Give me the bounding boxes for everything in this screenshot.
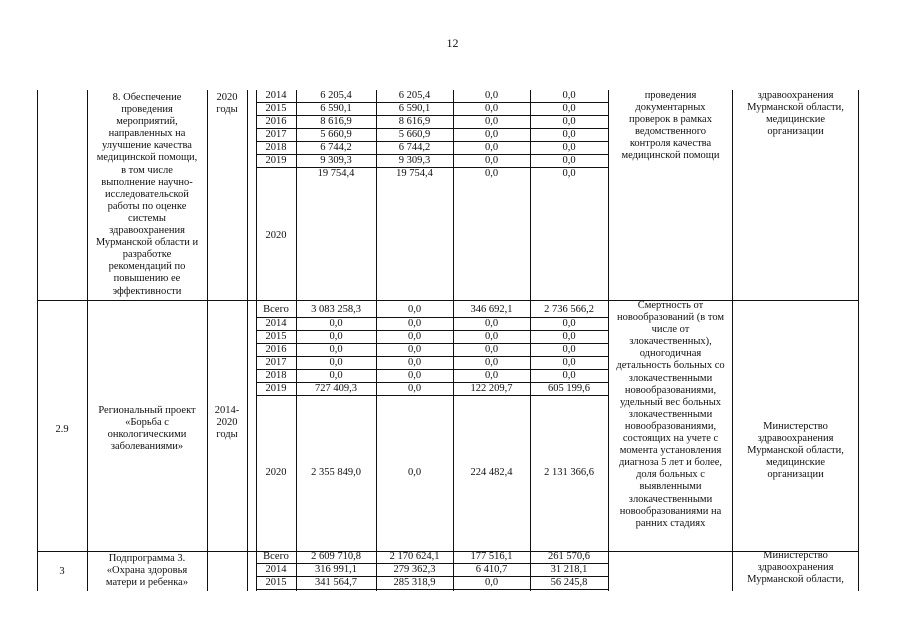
value-cell: 6 410,7 <box>475 564 508 575</box>
total-cell: 6 205,4 <box>320 90 352 101</box>
value-cell: 0,0 <box>407 383 422 394</box>
value-cell: 0,0 <box>484 357 499 368</box>
total-cell: 727 409,3 <box>315 383 357 394</box>
total-cell: 0,0 <box>329 318 343 329</box>
total-cell: 2 609 710,8 <box>311 551 361 562</box>
row29-executor: Министерство здравоохранения Мурманской области, медицинские организации <box>747 421 844 481</box>
year-cell: 2014 <box>265 318 287 329</box>
total-label: Всего <box>263 304 289 315</box>
value-cell: 0,0 <box>407 331 422 342</box>
row8-name: 8. Обеспечение проведения мероприятий, направленных на улучшение качества медицинской помощи, в том числе выполнение научно- исследовательской работы по оценке системы здравоохранения Мурманской области и разработке рекомендаций по повышению ее эффективности <box>95 92 199 297</box>
value-cell: 5 660,9 <box>398 129 431 140</box>
total-cell: 8 616,9 <box>320 116 352 127</box>
value-cell: 0,0 <box>562 344 576 355</box>
row8-indicator: проведения документарных проверок в рамках ведомственного контроля качества медицинской помощи <box>621 90 720 162</box>
value-cell: 56 245,8 <box>550 577 588 588</box>
total-cell: 0,0 <box>329 344 343 355</box>
year-cell: 2017 <box>265 129 287 140</box>
value-cell: 0,0 <box>562 90 576 101</box>
value-cell: 0,0 <box>407 370 422 381</box>
value-cell: 346 692,1 <box>470 304 513 315</box>
year-cell: 2015 <box>265 577 287 588</box>
value-cell: 224 482,4 <box>470 467 513 478</box>
value-cell: 0,0 <box>562 116 576 127</box>
year-cell: 2015 <box>265 331 287 342</box>
value-cell: 0,0 <box>407 344 422 355</box>
year-cell: 2015 <box>265 103 287 114</box>
value-cell: 0,0 <box>562 142 576 153</box>
page-number: 12 <box>446 36 459 50</box>
value-cell: 261 570,6 <box>548 551 590 562</box>
total-cell: 0,0 <box>329 331 343 342</box>
value-cell: 19 754,4 <box>396 168 433 179</box>
total-cell: 341 564,7 <box>315 577 357 588</box>
value-cell: 285 318,9 <box>393 577 436 588</box>
value-cell: 605 199,6 <box>548 383 590 394</box>
total-cell: 2 355 849,0 <box>311 467 361 478</box>
year-cell: 2020 <box>265 467 287 478</box>
total-cell: 0,0 <box>329 357 343 368</box>
value-cell: 6 590,1 <box>398 103 431 114</box>
value-cell: 0,0 <box>484 577 499 588</box>
row29-period: 2014- 2020 годы <box>214 405 240 441</box>
value-cell: 0,0 <box>484 318 499 329</box>
value-cell: 8 616,9 <box>398 116 431 127</box>
total-label: Всего <box>263 551 289 562</box>
value-cell: 0,0 <box>407 304 422 315</box>
value-cell: 279 362,3 <box>393 564 436 575</box>
row3-number: 3 <box>59 566 65 577</box>
year-cell: 2019 <box>265 155 287 166</box>
total-cell: 3 083 258,3 <box>311 304 361 315</box>
row29-indicator: Смертность от новообразований (в том числе от злокачественных), одногодичная детальность больных со злокачественными новообразованиями, удельный вес больных злокачественными новообразованиями, состоящих на учете с момента установления диагноза 5 лет и более, доля больных с выявленными злокачественными новообразованиями на ранних стадиях <box>616 300 725 529</box>
value-cell: 0,0 <box>562 103 576 114</box>
value-cell: 0,0 <box>484 344 499 355</box>
row29-number: 2.9 <box>55 424 69 435</box>
total-cell: 316 991,1 <box>315 564 357 575</box>
value-cell: 0,0 <box>562 318 576 329</box>
value-cell: 0,0 <box>484 90 499 101</box>
value-cell: 0,0 <box>484 116 499 127</box>
value-cell: 0,0 <box>562 168 576 179</box>
value-cell: 0,0 <box>562 155 576 166</box>
row3-name: Подпрограмма 3. «Охрана здоровья матери и ребенка» <box>105 553 189 589</box>
value-cell: 0,0 <box>484 155 499 166</box>
value-cell: 0,0 <box>484 103 499 114</box>
value-cell: 0,0 <box>407 318 422 329</box>
value-cell: 0,0 <box>407 357 422 368</box>
total-cell: 5 660,9 <box>320 129 352 140</box>
total-cell: 9 309,3 <box>320 155 352 166</box>
total-cell: 6 590,1 <box>320 103 352 114</box>
value-cell: 2 170 624,1 <box>389 551 440 562</box>
value-cell: 31 218,1 <box>550 564 588 575</box>
year-cell: 2018 <box>265 370 287 381</box>
year-cell: 2014 <box>265 564 287 575</box>
total-cell: 0,0 <box>329 370 343 381</box>
value-cell: 2 736 566,2 <box>544 304 594 315</box>
total-cell: 19 754,4 <box>317 168 355 179</box>
row8-executor: здравоохранения Мурманской области, медицинские организации <box>747 90 844 138</box>
value-cell: 0,0 <box>484 370 499 381</box>
value-cell: 0,0 <box>562 331 576 342</box>
year-cell: 2019 <box>265 383 287 394</box>
value-cell: 0,0 <box>562 357 576 368</box>
row29-name: Региональный проект «Борьба с онкологическими заболеваниями» <box>98 405 196 453</box>
value-cell: 6 205,4 <box>398 90 431 101</box>
value-cell: 0,0 <box>562 129 576 140</box>
year-cell: 2016 <box>265 116 287 127</box>
value-cell: 0,0 <box>484 142 499 153</box>
value-cell: 0,0 <box>484 129 499 140</box>
value-cell: 2 131 366,6 <box>544 467 594 478</box>
year-cell: 2014 <box>265 90 287 101</box>
value-cell: 0,0 <box>484 168 499 179</box>
value-cell: 0,0 <box>407 467 422 478</box>
value-cell: 9 309,3 <box>398 155 431 166</box>
value-cell: 0,0 <box>562 370 576 381</box>
value-cell: 177 516,1 <box>470 551 513 562</box>
row8-period: 2020 годы <box>216 92 238 116</box>
value-cell: 6 744,2 <box>398 142 431 153</box>
year-cell: 2016 <box>265 344 287 355</box>
value-cell: 122 209,7 <box>470 383 513 394</box>
year-cell: 2020 <box>265 230 287 241</box>
total-cell: 6 744,2 <box>320 142 352 153</box>
row3-executor: Министерство здравоохранения Мурманской области, <box>747 550 844 586</box>
value-cell: 0,0 <box>484 331 499 342</box>
year-cell: 2017 <box>265 357 287 368</box>
year-cell: 2018 <box>265 142 287 153</box>
